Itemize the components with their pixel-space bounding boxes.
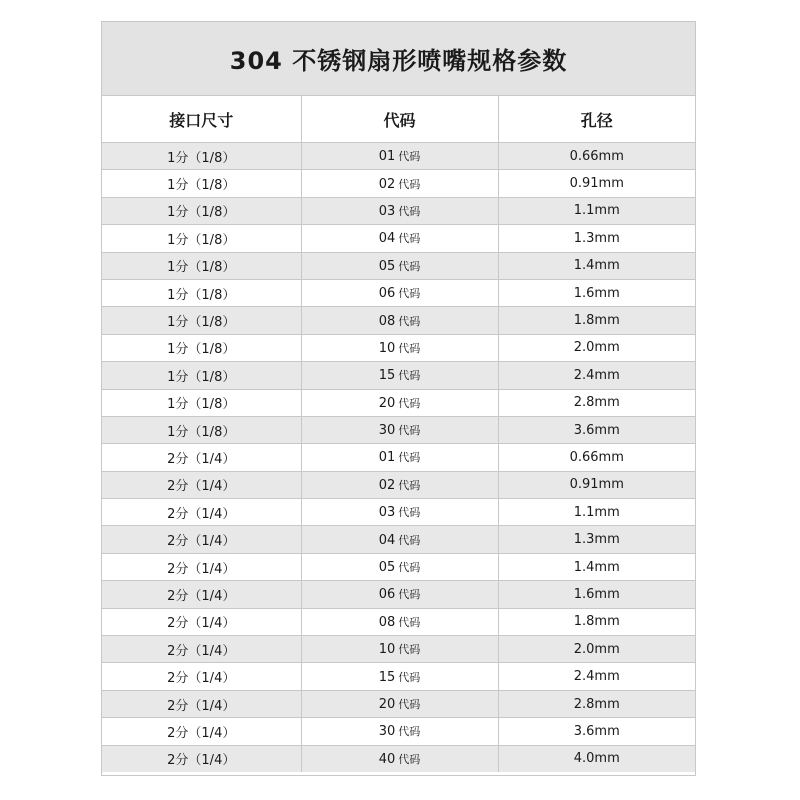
- cell-hole-diameter: 1.3mm: [498, 526, 695, 553]
- code-number: 06: [378, 286, 396, 302]
- cell-code: [301, 690, 498, 717]
- cell-code: [301, 279, 498, 306]
- code-number: 10: [378, 340, 396, 356]
- cell-code: [301, 252, 498, 279]
- code-number: 05: [378, 560, 396, 576]
- cell-code: [301, 471, 498, 498]
- table-row: [102, 170, 695, 197]
- cell-hole-diameter: 0.91mm: [498, 170, 695, 197]
- cell-code: [301, 608, 498, 635]
- code-suffix: 代码: [398, 615, 421, 629]
- cell-hole-diameter: 4.0mm: [498, 745, 695, 772]
- table-row: [102, 279, 695, 306]
- spec-table: [102, 96, 695, 772]
- table-row: [102, 252, 695, 279]
- cell-hole-diameter: 1.1mm: [498, 499, 695, 526]
- code-number: 03: [378, 203, 396, 219]
- code-suffix: 代码: [398, 506, 421, 520]
- code-number: 15: [378, 368, 396, 384]
- cell-hole-diameter: 0.91mm: [498, 471, 695, 498]
- spec-sheet: [101, 21, 696, 776]
- cell-interface-size: 2分（1/4）: [102, 526, 301, 553]
- code-suffix: 代码: [398, 670, 421, 684]
- code-suffix: 代码: [398, 314, 421, 328]
- table-row: [102, 197, 695, 224]
- cell-code: [301, 416, 498, 443]
- code-suffix: 代码: [398, 259, 421, 273]
- cell-interface-size: 1分（1/8）: [102, 389, 301, 416]
- table-row: [102, 471, 695, 498]
- code-suffix: 代码: [398, 561, 421, 575]
- code-number: 01: [378, 450, 396, 466]
- cell-code: [301, 307, 498, 334]
- table-row: [102, 690, 695, 717]
- cell-interface-size: 1分（1/8）: [102, 252, 301, 279]
- code-suffix: 代码: [398, 643, 421, 657]
- cell-code: [301, 444, 498, 471]
- cell-code: [301, 499, 498, 526]
- cell-code: [301, 362, 498, 389]
- cell-hole-diameter: 1.3mm: [498, 225, 695, 252]
- cell-interface-size: 1分（1/8）: [102, 225, 301, 252]
- table-row: [102, 143, 695, 170]
- cell-hole-diameter: 0.66mm: [498, 444, 695, 471]
- header-row: [102, 96, 695, 143]
- table-row: [102, 225, 695, 252]
- header-interface-size: 接口尺寸: [102, 96, 301, 143]
- code-suffix: 代码: [398, 752, 421, 766]
- table-row: [102, 636, 695, 663]
- table-row: [102, 581, 695, 608]
- cell-interface-size: 2分（1/4）: [102, 444, 301, 471]
- page-title: 304 不锈钢扇形喷嘴规格参数: [229, 47, 568, 75]
- code-number: 02: [378, 176, 396, 192]
- table-row: [102, 526, 695, 553]
- cell-hole-diameter: 2.0mm: [498, 636, 695, 663]
- cell-code: [301, 526, 498, 553]
- code-number: 20: [378, 395, 396, 411]
- cell-hole-diameter: 2.8mm: [498, 690, 695, 717]
- cell-hole-diameter: 1.4mm: [498, 553, 695, 580]
- code-number: 40: [378, 751, 396, 767]
- code-number: 05: [378, 258, 396, 274]
- cell-hole-diameter: 1.8mm: [498, 307, 695, 334]
- code-number: 03: [378, 505, 396, 521]
- cell-interface-size: 2分（1/4）: [102, 690, 301, 717]
- cell-interface-size: 1分（1/8）: [102, 143, 301, 170]
- table-row: [102, 362, 695, 389]
- code-suffix: 代码: [398, 204, 421, 218]
- table-row: [102, 389, 695, 416]
- cell-code: [301, 636, 498, 663]
- table-row: [102, 608, 695, 635]
- code-suffix: 代码: [398, 424, 421, 438]
- code-number: 20: [378, 697, 396, 712]
- cell-hole-diameter: 1.1mm: [498, 197, 695, 224]
- cell-hole-diameter: 1.6mm: [498, 279, 695, 306]
- cell-code: [301, 225, 498, 252]
- code-number: 04: [378, 231, 396, 247]
- cell-interface-size: 1分（1/8）: [102, 416, 301, 443]
- cell-interface-size: 2分（1/4）: [102, 581, 301, 608]
- cell-code: [301, 389, 498, 416]
- table-row: [102, 334, 695, 361]
- cell-hole-diameter: 1.8mm: [498, 608, 695, 635]
- cell-interface-size: 2分（1/4）: [102, 471, 301, 498]
- code-number: 08: [378, 614, 396, 630]
- code-suffix: 代码: [398, 396, 421, 410]
- table-row: [102, 718, 695, 745]
- cell-code: [301, 663, 498, 690]
- cell-interface-size: 1分（1/8）: [102, 197, 301, 224]
- table-body: [102, 143, 695, 772]
- cell-code: [301, 553, 498, 580]
- code-number: 30: [378, 423, 396, 439]
- code-suffix: 代码: [398, 369, 421, 383]
- cell-interface-size: 2分（1/4）: [102, 663, 301, 690]
- cell-interface-size: 2分（1/4）: [102, 553, 301, 580]
- cell-interface-size: 1分（1/8）: [102, 307, 301, 334]
- cell-hole-diameter: 2.4mm: [498, 362, 695, 389]
- cell-interface-size: 1分（1/8）: [102, 170, 301, 197]
- code-suffix: 代码: [398, 177, 421, 191]
- code-suffix: 代码: [398, 698, 421, 711]
- cell-code: [301, 143, 498, 170]
- code-suffix: 代码: [398, 588, 421, 602]
- code-suffix: 代码: [398, 725, 421, 739]
- table-row: [102, 307, 695, 334]
- cell-interface-size: 2分（1/4）: [102, 745, 301, 772]
- header-hole-diameter: 孔径: [498, 96, 695, 143]
- cell-code: [301, 718, 498, 745]
- code-suffix: 代码: [398, 451, 421, 465]
- code-suffix: 代码: [398, 341, 421, 355]
- cell-hole-diameter: 3.6mm: [498, 718, 695, 745]
- cell-hole-diameter: 2.8mm: [498, 389, 695, 416]
- cell-interface-size: 2分（1/4）: [102, 718, 301, 745]
- table-row: [102, 444, 695, 471]
- cell-interface-size: 1分（1/8）: [102, 362, 301, 389]
- cell-interface-size: 2分（1/4）: [102, 636, 301, 663]
- cell-code: [301, 197, 498, 224]
- code-suffix: 代码: [398, 232, 421, 246]
- cell-code: [301, 334, 498, 361]
- table-row: [102, 663, 695, 690]
- code-number: 30: [378, 724, 396, 740]
- cell-hole-diameter: 3.6mm: [498, 416, 695, 443]
- table-row: [102, 416, 695, 443]
- code-number: 04: [378, 532, 396, 548]
- code-number: 02: [378, 477, 396, 493]
- code-number: 15: [378, 669, 396, 685]
- code-number: 01: [378, 149, 396, 165]
- table-header: [102, 96, 695, 143]
- cell-code: [301, 745, 498, 772]
- code-suffix: 代码: [398, 150, 421, 164]
- table-row: [102, 553, 695, 580]
- code-number: 08: [378, 313, 396, 329]
- cell-hole-diameter: 1.6mm: [498, 581, 695, 608]
- cell-hole-diameter: 0.66mm: [498, 143, 695, 170]
- header-code: 代码: [301, 96, 498, 143]
- code-suffix: 代码: [398, 533, 421, 547]
- cell-interface-size: 1分（1/8）: [102, 334, 301, 361]
- code-suffix: 代码: [398, 478, 421, 492]
- code-suffix: 代码: [398, 287, 421, 301]
- cell-hole-diameter: 1.4mm: [498, 252, 695, 279]
- cell-interface-size: 2分（1/4）: [102, 499, 301, 526]
- title-bar: [102, 22, 695, 96]
- cell-code: [301, 581, 498, 608]
- code-number: 10: [378, 642, 396, 658]
- cell-interface-size: 1分（1/8）: [102, 279, 301, 306]
- cell-hole-diameter: 2.0mm: [498, 334, 695, 361]
- table-row: [102, 499, 695, 526]
- cell-code: [301, 170, 498, 197]
- code-number: 06: [378, 587, 396, 603]
- cell-interface-size: 2分（1/4）: [102, 608, 301, 635]
- table-row: [102, 745, 695, 772]
- cell-hole-diameter: 2.4mm: [498, 663, 695, 690]
